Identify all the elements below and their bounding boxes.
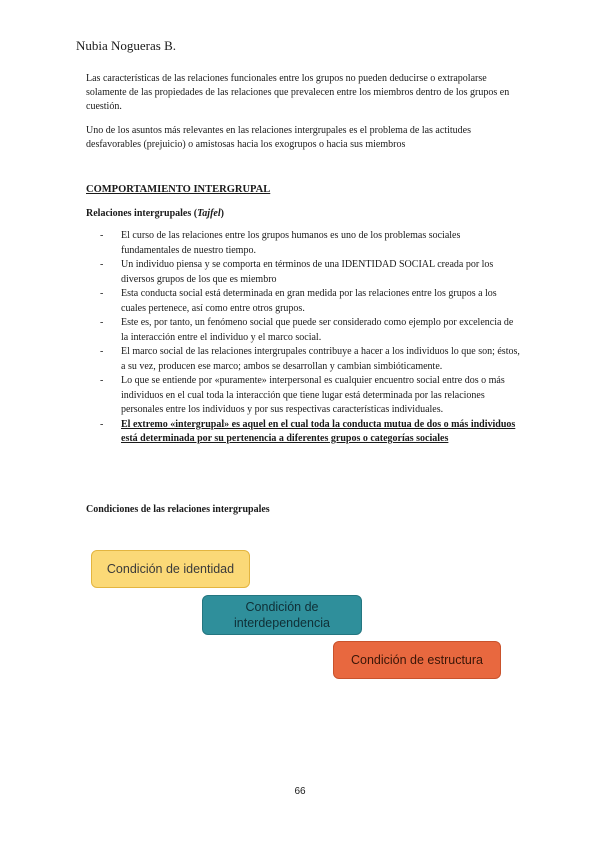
list-item-text: Esta conducta social está determinada en gran medida por las relaciones entre los grupos a los cuales pertenece, así como entre otros grupos. xyxy=(121,288,497,314)
list-item xyxy=(100,316,520,345)
list-item xyxy=(100,258,520,287)
list-item-text: El curso de las relaciones entre los grupos humanos es uno de los problemas sociales fundamentales de nuestro tiempo. xyxy=(121,230,461,256)
bullet-dash: - xyxy=(100,288,104,299)
bullet-dash: - xyxy=(100,230,104,241)
intro-paragraph-2: Uno de los asuntos más relevantes en las relaciones intergrupales es el problema de las actitudes desfavorables (prejuicio) o amistosas hacia los exogrupos o hacia sus miembros xyxy=(86,125,471,150)
list-item-text: El extremo «intergrupal» es aquel en el cual toda la conducta mutua de dos o más individuos está determinada por su pertenencia a diferentes grupos o categorías sociales xyxy=(121,418,516,444)
bullet-dash: - xyxy=(100,346,104,357)
subheading-suffix: ) xyxy=(220,208,224,219)
list-item xyxy=(100,287,520,316)
section-heading: COMPORTAMIENTO INTERGRUPAL xyxy=(86,184,271,195)
list-item xyxy=(100,229,520,258)
list-item-text: Lo que se entiende por «puramente» interpersonal es cualquier encuentro social entre dos o más individuos en el cual toda la interacción que tiene lugar está determinada por las relaciones personales entre los individuos y por sus respectivas características individuales. xyxy=(121,375,505,415)
subheading-author: Tajfel xyxy=(197,208,221,219)
author-name: Nubia Nogueras B. xyxy=(76,38,177,53)
page-number: 66 xyxy=(294,786,306,797)
list-item xyxy=(100,374,520,418)
bullet-list xyxy=(100,229,520,447)
intro-paragraph-1: Las características de las relaciones funcionales entre los grupos no pueden deducirse o extrapolarse solamente de las propiedades de las relaciones que prevalecen entre los miembros dentro de los grupos en cuestión. xyxy=(86,73,510,112)
bullet-dash: - xyxy=(100,418,104,430)
section-subheading xyxy=(86,208,224,219)
list-item xyxy=(100,345,520,374)
condition-identity-box: Condición de identidad xyxy=(91,550,250,588)
conditions-title: Condiciones de las relaciones intergrupales xyxy=(86,504,270,515)
bullet-dash: - xyxy=(100,317,104,328)
list-item-highlighted xyxy=(100,418,520,447)
list-item-text: El marco social de las relaciones intergrupales contribuye a hacer a los individuos lo que son; éstos, a su vez, producen ese marco; ambos se desarrollan y cambian simbióticamente. xyxy=(121,346,520,372)
bullet-dash: - xyxy=(100,259,104,270)
list-item-text: Este es, por tanto, un fenómeno social que puede ser considerado como ejemplo por excelencia de la interacción entre el individuo y el marco social. xyxy=(121,317,514,343)
condition-structure-box: Condición de estructura xyxy=(333,641,501,679)
subheading-prefix: Relaciones intergrupales ( xyxy=(86,208,198,219)
condition-interdependence-box: Condición de interdependencia xyxy=(202,595,362,635)
bullet-dash: - xyxy=(100,375,104,386)
list-item-text: Un individuo piensa y se comporta en términos de una IDENTIDAD SOCIAL creada por los diversos grupos de los que es miembro xyxy=(121,259,494,285)
